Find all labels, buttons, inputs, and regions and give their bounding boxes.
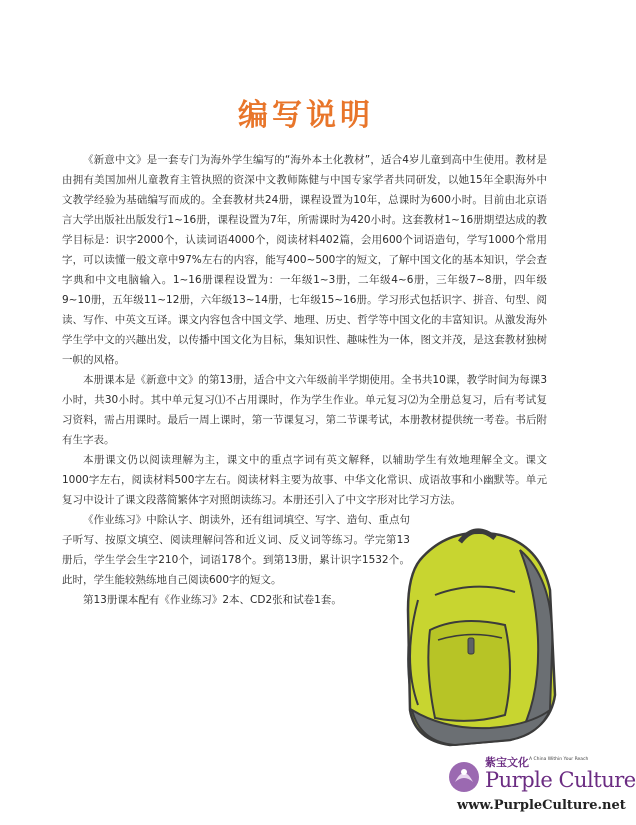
purple-culture-watermark: [445, 752, 636, 820]
page-title: 编写说明: [238, 98, 374, 133]
book13-paragraph: 本册课本是《新意中文》的第13册，适合中文六年级前半学期使用。全书共10课，教学时间为每课3小时，共30小时。其中单元复习⑴不占用课时，作为学生作业。单元复习⑵为全册总复习，后有考试复习资料，需占用课时。最后一周上课时，第一节课复习，第二节课考试，本册教材提供统一考卷。书后附有生字表。: [62, 374, 547, 446]
brand-tagline: A China Within Your Reach: [529, 757, 589, 762]
brand-url: www.PurpleCulture.net: [457, 798, 626, 813]
backpack-illustration: [390, 520, 560, 750]
lesson-paragraph: 本册课文仍以阅读理解为主，课文中的重点字词有英文解释，以辅助学生有效地理解全文。课文1000字左右，阅读材料500字左右。阅读材料主要为故事、中华文化常识、成语故事和小幽默等。单元复习中设计了课文段落简繁体字对照朗读练习。本册还引入了中文字形对比学习方法。: [62, 454, 547, 506]
brand-english-name: Purple Culture: [485, 768, 636, 792]
purple-culture-logo-mark-icon: [445, 760, 483, 794]
brand-chinese-name: 紫宝文化: [485, 756, 529, 769]
workbook-paragraph: 《作业练习》中除认字、朗读外，还有组词填空、写字、造句、重点句子听写、按原文填空、阅读理解问答和近义词、反义词等练习。学完第13册后，学生学会生字210个，词语178个。到第13册，累计识字1532个。此时，学生能较熟练地自己阅读600字的短文。: [62, 514, 410, 586]
intro-paragraph: 《新意中文》是一套专门为海外学生编写的“海外本土化教材”，适合4岁儿童到高中生使用。教材是由拥有美国加州儿童教育主管执照的资深中文教师陈健与中国专家学者共同研发，以她15年全职海外中文教学经验为基础编写而成的。全套教材共24册，课程设置为10年，总课时为600小时。目前由北京语言大学出版社出版发行1~16册，课程设置为7年，所需课时为420小时。这套教材1~16册期望达成的教学目标是：识字2000个，认读词语4000个，阅读材料402篇，会用600个词语造句，学写1000个常用字，可以读懂一般文章中97%左右的内容，能写400~500字的短文，了解中国文化的基本知识，学会查字典和中文电脑输入。1~16册课程设置为：一年级1~3册，二年级4~6册，三年级7~8册，四年级9~10册，五年级11~12册，六年级13~14册，七年级15~16册。学习形式包括识字、拼音、句型、阅读、写作、中英文互译。课文内容包含中国文学、地理、历史、哲学等中国文化的丰富知识。从激发海外学生学中文的兴趣出发，以传播中国文化为目标，集知识性、趣味性为一体，图文并茂，是这套教材独树一帜的风格。: [62, 154, 547, 366]
closing-paragraph: 第13册课本配有《作业练习》2本、CD2张和试卷1套。: [83, 594, 342, 606]
